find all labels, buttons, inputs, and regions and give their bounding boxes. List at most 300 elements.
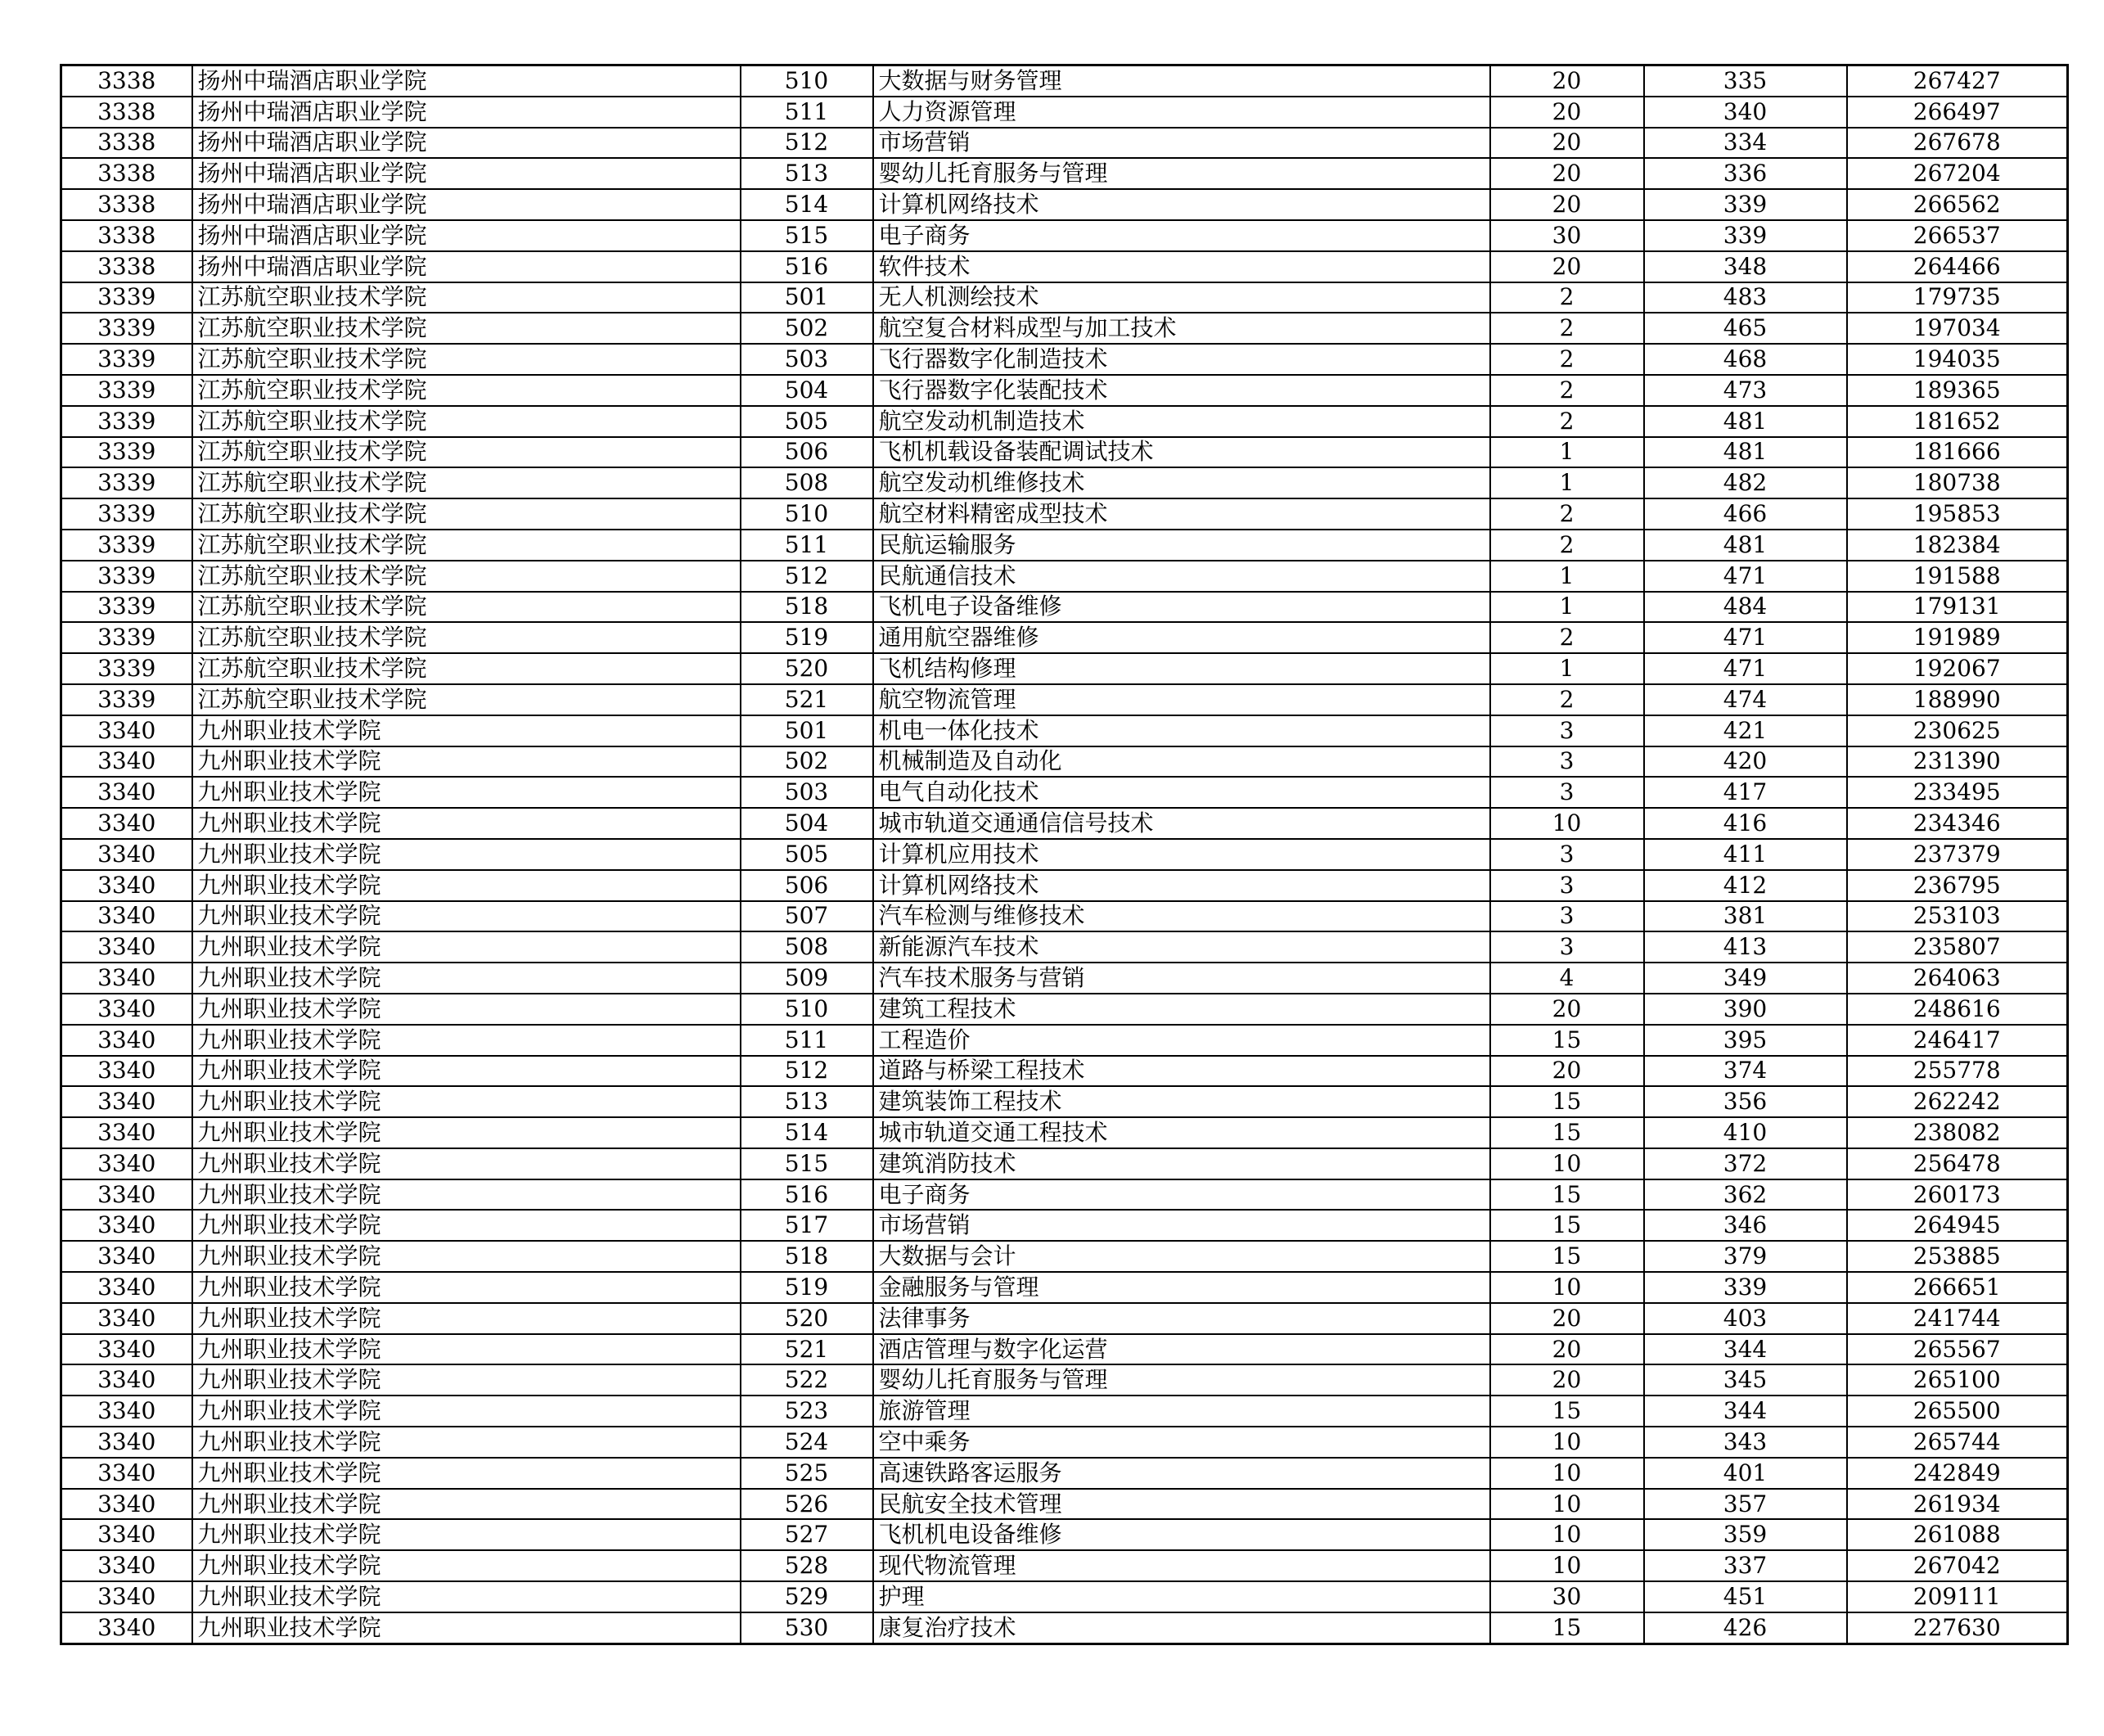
- plan-count-cell: 20: [1490, 1334, 1644, 1365]
- plan-count-cell: 2: [1490, 406, 1644, 437]
- school-name-cell: 九州职业技术学院: [192, 1117, 741, 1148]
- major-name-cell: 人力资源管理: [873, 97, 1490, 128]
- school-name-cell: 九州职业技术学院: [192, 1427, 741, 1458]
- min-rank-cell: 191989: [1847, 622, 2068, 653]
- major-code-cell: 504: [741, 375, 873, 406]
- school-name-cell: 江苏航空职业技术学院: [192, 684, 741, 715]
- plan-count-cell: 3: [1490, 746, 1644, 778]
- plan-count-cell: 3: [1490, 931, 1644, 963]
- major-name-cell: 飞机电子设备维修: [873, 592, 1490, 623]
- school-code-cell: 3340: [61, 931, 192, 963]
- major-name-cell: 工程造价: [873, 1025, 1490, 1056]
- min-rank-cell: 181652: [1847, 406, 2068, 437]
- min-score-cell: 345: [1644, 1364, 1847, 1396]
- min-rank-cell: 231390: [1847, 746, 2068, 778]
- major-name-cell: 空中乘务: [873, 1427, 1490, 1458]
- major-name-cell: 计算机网络技术: [873, 189, 1490, 220]
- school-code-cell: 3339: [61, 282, 192, 313]
- min-score-cell: 403: [1644, 1303, 1847, 1334]
- school-code-cell: 3338: [61, 220, 192, 251]
- plan-count-cell: 2: [1490, 498, 1644, 530]
- table-row: [61, 1241, 2068, 1272]
- min-score-cell: 465: [1644, 313, 1847, 344]
- plan-count-cell: 3: [1490, 839, 1644, 870]
- major-name-cell: 康复治疗技术: [873, 1612, 1490, 1644]
- table-row: [61, 1581, 2068, 1612]
- major-code-cell: 520: [741, 653, 873, 684]
- plan-count-cell: 2: [1490, 375, 1644, 406]
- table-row: [61, 931, 2068, 963]
- min-rank-cell: 266562: [1847, 189, 2068, 220]
- major-name-cell: 飞行器数字化制造技术: [873, 344, 1490, 375]
- major-name-cell: 建筑消防技术: [873, 1148, 1490, 1179]
- school-code-cell: 3339: [61, 684, 192, 715]
- table-row: [61, 220, 2068, 251]
- min-rank-cell: 264945: [1847, 1210, 2068, 1241]
- plan-count-cell: 1: [1490, 437, 1644, 468]
- school-name-cell: 九州职业技术学院: [192, 1612, 741, 1644]
- min-score-cell: 468: [1644, 344, 1847, 375]
- min-score-cell: 482: [1644, 467, 1847, 498]
- major-code-cell: 511: [741, 97, 873, 128]
- min-score-cell: 426: [1644, 1612, 1847, 1644]
- table-row: [61, 251, 2068, 282]
- major-name-cell: 计算机网络技术: [873, 870, 1490, 901]
- min-score-cell: 356: [1644, 1086, 1847, 1117]
- table-row: [61, 530, 2068, 561]
- major-code-cell: 502: [741, 313, 873, 344]
- school-code-cell: 3340: [61, 1272, 192, 1303]
- major-name-cell: 民航安全技术管理: [873, 1489, 1490, 1520]
- min-rank-cell: 241744: [1847, 1303, 2068, 1334]
- school-name-cell: 江苏航空职业技术学院: [192, 498, 741, 530]
- plan-count-cell: 30: [1490, 1581, 1644, 1612]
- plan-count-cell: 20: [1490, 1364, 1644, 1396]
- school-name-cell: 九州职业技术学院: [192, 994, 741, 1025]
- major-code-cell: 515: [741, 1148, 873, 1179]
- table-row: [61, 1612, 2068, 1644]
- min-score-cell: 344: [1644, 1396, 1847, 1427]
- major-code-cell: 518: [741, 592, 873, 623]
- table-row: [61, 561, 2068, 592]
- min-score-cell: 413: [1644, 931, 1847, 963]
- min-rank-cell: 248616: [1847, 994, 2068, 1025]
- school-name-cell: 九州职业技术学院: [192, 1303, 741, 1334]
- major-name-cell: 高速铁路客运服务: [873, 1458, 1490, 1489]
- major-code-cell: 529: [741, 1581, 873, 1612]
- school-code-cell: 3340: [61, 1303, 192, 1334]
- major-name-cell: 电气自动化技术: [873, 777, 1490, 808]
- major-code-cell: 515: [741, 220, 873, 251]
- min-rank-cell: 194035: [1847, 344, 2068, 375]
- major-name-cell: 护理: [873, 1581, 1490, 1612]
- plan-count-cell: 4: [1490, 963, 1644, 994]
- major-code-cell: 506: [741, 870, 873, 901]
- major-name-cell: 大数据与会计: [873, 1241, 1490, 1272]
- table-row: [61, 746, 2068, 778]
- major-code-cell: 525: [741, 1458, 873, 1489]
- min-rank-cell: 246417: [1847, 1025, 2068, 1056]
- school-name-cell: 扬州中瑞酒店职业学院: [192, 65, 741, 97]
- major-code-cell: 501: [741, 282, 873, 313]
- plan-count-cell: 15: [1490, 1241, 1644, 1272]
- school-name-cell: 九州职业技术学院: [192, 963, 741, 994]
- school-code-cell: 3340: [61, 1056, 192, 1087]
- min-rank-cell: 262242: [1847, 1086, 2068, 1117]
- plan-count-cell: 1: [1490, 467, 1644, 498]
- school-name-cell: 九州职业技术学院: [192, 1550, 741, 1581]
- major-name-cell: 城市轨道交通工程技术: [873, 1117, 1490, 1148]
- school-code-cell: 3340: [61, 715, 192, 746]
- plan-count-cell: 3: [1490, 715, 1644, 746]
- table-row: [61, 592, 2068, 623]
- plan-count-cell: 2: [1490, 530, 1644, 561]
- table-row: [61, 715, 2068, 746]
- plan-count-cell: 1: [1490, 653, 1644, 684]
- plan-count-cell: 2: [1490, 344, 1644, 375]
- plan-count-cell: 10: [1490, 1458, 1644, 1489]
- school-name-cell: 九州职业技术学院: [192, 1272, 741, 1303]
- school-code-cell: 3340: [61, 839, 192, 870]
- admission-score-table: [60, 64, 2069, 1645]
- school-name-cell: 九州职业技术学院: [192, 746, 741, 778]
- major-code-cell: 519: [741, 1272, 873, 1303]
- min-score-cell: 473: [1644, 375, 1847, 406]
- min-rank-cell: 266497: [1847, 97, 2068, 128]
- plan-count-cell: 2: [1490, 313, 1644, 344]
- min-score-cell: 484: [1644, 592, 1847, 623]
- min-score-cell: 401: [1644, 1458, 1847, 1489]
- major-name-cell: 市场营销: [873, 128, 1490, 159]
- school-code-cell: 3340: [61, 1179, 192, 1211]
- min-score-cell: 335: [1644, 65, 1847, 97]
- major-code-cell: 520: [741, 1303, 873, 1334]
- school-name-cell: 扬州中瑞酒店职业学院: [192, 128, 741, 159]
- major-name-cell: 民航通信技术: [873, 561, 1490, 592]
- min-score-cell: 483: [1644, 282, 1847, 313]
- major-code-cell: 516: [741, 251, 873, 282]
- min-score-cell: 362: [1644, 1179, 1847, 1211]
- min-score-cell: 339: [1644, 220, 1847, 251]
- plan-count-cell: 3: [1490, 870, 1644, 901]
- major-name-cell: 现代物流管理: [873, 1550, 1490, 1581]
- min-rank-cell: 267427: [1847, 65, 2068, 97]
- min-score-cell: 348: [1644, 251, 1847, 282]
- school-name-cell: 江苏航空职业技术学院: [192, 561, 741, 592]
- school-code-cell: 3340: [61, 1581, 192, 1612]
- plan-count-cell: 2: [1490, 622, 1644, 653]
- school-code-cell: 3340: [61, 1148, 192, 1179]
- major-code-cell: 506: [741, 437, 873, 468]
- table-row: [61, 498, 2068, 530]
- major-name-cell: 机电一体化技术: [873, 715, 1490, 746]
- school-name-cell: 江苏航空职业技术学院: [192, 344, 741, 375]
- major-name-cell: 汽车技术服务与营销: [873, 963, 1490, 994]
- school-name-cell: 九州职业技术学院: [192, 715, 741, 746]
- school-code-cell: 3339: [61, 344, 192, 375]
- major-code-cell: 530: [741, 1612, 873, 1644]
- min-score-cell: 343: [1644, 1427, 1847, 1458]
- major-code-cell: 507: [741, 901, 873, 932]
- table-row: [61, 128, 2068, 159]
- major-name-cell: 电子商务: [873, 220, 1490, 251]
- table-row: [61, 467, 2068, 498]
- min-rank-cell: 238082: [1847, 1117, 2068, 1148]
- school-code-cell: 3338: [61, 158, 192, 189]
- min-rank-cell: 253103: [1847, 901, 2068, 932]
- school-code-cell: 3340: [61, 870, 192, 901]
- school-name-cell: 九州职业技术学院: [192, 1056, 741, 1087]
- min-score-cell: 471: [1644, 561, 1847, 592]
- school-code-cell: 3340: [61, 1025, 192, 1056]
- school-code-cell: 3339: [61, 437, 192, 468]
- school-name-cell: 九州职业技术学院: [192, 1364, 741, 1396]
- school-code-cell: 3340: [61, 1396, 192, 1427]
- table-row: [61, 653, 2068, 684]
- major-name-cell: 金融服务与管理: [873, 1272, 1490, 1303]
- school-code-cell: 3340: [61, 1612, 192, 1644]
- school-code-cell: 3339: [61, 406, 192, 437]
- major-name-cell: 通用航空器维修: [873, 622, 1490, 653]
- plan-count-cell: 15: [1490, 1025, 1644, 1056]
- school-code-cell: 3339: [61, 375, 192, 406]
- major-code-cell: 505: [741, 839, 873, 870]
- school-code-cell: 3340: [61, 901, 192, 932]
- major-code-cell: 519: [741, 622, 873, 653]
- plan-count-cell: 15: [1490, 1612, 1644, 1644]
- min-rank-cell: 267204: [1847, 158, 2068, 189]
- min-rank-cell: 267678: [1847, 128, 2068, 159]
- min-score-cell: 474: [1644, 684, 1847, 715]
- min-score-cell: 481: [1644, 437, 1847, 468]
- major-name-cell: 新能源汽车技术: [873, 931, 1490, 963]
- school-name-cell: 江苏航空职业技术学院: [192, 375, 741, 406]
- plan-count-cell: 2: [1490, 684, 1644, 715]
- min-rank-cell: 260173: [1847, 1179, 2068, 1211]
- min-rank-cell: 266651: [1847, 1272, 2068, 1303]
- school-code-cell: 3340: [61, 808, 192, 839]
- major-name-cell: 飞机结构修理: [873, 653, 1490, 684]
- table-row: [61, 777, 2068, 808]
- table-row: [61, 1396, 2068, 1427]
- school-name-cell: 江苏航空职业技术学院: [192, 282, 741, 313]
- school-name-cell: 九州职业技术学院: [192, 839, 741, 870]
- major-code-cell: 509: [741, 963, 873, 994]
- min-score-cell: 481: [1644, 406, 1847, 437]
- major-code-cell: 508: [741, 467, 873, 498]
- min-score-cell: 471: [1644, 653, 1847, 684]
- min-rank-cell: 265744: [1847, 1427, 2068, 1458]
- school-code-cell: 3340: [61, 1334, 192, 1365]
- major-name-cell: 无人机测绘技术: [873, 282, 1490, 313]
- min-rank-cell: 192067: [1847, 653, 2068, 684]
- school-code-cell: 3339: [61, 653, 192, 684]
- major-code-cell: 503: [741, 344, 873, 375]
- min-score-cell: 451: [1644, 1581, 1847, 1612]
- table-row: [61, 1272, 2068, 1303]
- school-name-cell: 江苏航空职业技术学院: [192, 653, 741, 684]
- school-code-cell: 3338: [61, 128, 192, 159]
- plan-count-cell: 20: [1490, 128, 1644, 159]
- major-name-cell: 建筑装饰工程技术: [873, 1086, 1490, 1117]
- min-score-cell: 349: [1644, 963, 1847, 994]
- school-code-cell: 3338: [61, 251, 192, 282]
- school-name-cell: 九州职业技术学院: [192, 808, 741, 839]
- major-code-cell: 528: [741, 1550, 873, 1581]
- school-name-cell: 江苏航空职业技术学院: [192, 313, 741, 344]
- major-code-cell: 518: [741, 1241, 873, 1272]
- table-row: [61, 963, 2068, 994]
- min-rank-cell: 209111: [1847, 1581, 2068, 1612]
- major-name-cell: 市场营销: [873, 1210, 1490, 1241]
- major-code-cell: 503: [741, 777, 873, 808]
- school-name-cell: 九州职业技术学院: [192, 1179, 741, 1211]
- table-row: [61, 189, 2068, 220]
- min-rank-cell: 189365: [1847, 375, 2068, 406]
- school-code-cell: 3340: [61, 1458, 192, 1489]
- table-row: [61, 901, 2068, 932]
- plan-count-cell: 2: [1490, 282, 1644, 313]
- major-name-cell: 民航运输服务: [873, 530, 1490, 561]
- school-name-cell: 扬州中瑞酒店职业学院: [192, 251, 741, 282]
- major-name-cell: 计算机应用技术: [873, 839, 1490, 870]
- major-name-cell: 法律事务: [873, 1303, 1490, 1334]
- major-name-cell: 汽车检测与维修技术: [873, 901, 1490, 932]
- min-score-cell: 481: [1644, 530, 1847, 561]
- min-score-cell: 466: [1644, 498, 1847, 530]
- school-name-cell: 九州职业技术学院: [192, 931, 741, 963]
- school-code-cell: 3339: [61, 592, 192, 623]
- major-code-cell: 521: [741, 684, 873, 715]
- min-score-cell: 379: [1644, 1241, 1847, 1272]
- school-name-cell: 九州职业技术学院: [192, 1458, 741, 1489]
- min-rank-cell: 261088: [1847, 1519, 2068, 1550]
- min-score-cell: 339: [1644, 1272, 1847, 1303]
- min-score-cell: 417: [1644, 777, 1847, 808]
- major-code-cell: 501: [741, 715, 873, 746]
- min-score-cell: 420: [1644, 746, 1847, 778]
- min-rank-cell: 266537: [1847, 220, 2068, 251]
- major-name-cell: 婴幼儿托育服务与管理: [873, 1364, 1490, 1396]
- plan-count-cell: 10: [1490, 808, 1644, 839]
- table-row: [61, 65, 2068, 97]
- school-name-cell: 扬州中瑞酒店职业学院: [192, 189, 741, 220]
- major-code-cell: 510: [741, 994, 873, 1025]
- min-score-cell: 471: [1644, 622, 1847, 653]
- major-code-cell: 512: [741, 561, 873, 592]
- major-name-cell: 航空发动机维修技术: [873, 467, 1490, 498]
- major-code-cell: 502: [741, 746, 873, 778]
- min-score-cell: 390: [1644, 994, 1847, 1025]
- major-name-cell: 航空材料精密成型技术: [873, 498, 1490, 530]
- major-code-cell: 512: [741, 128, 873, 159]
- table-row: [61, 344, 2068, 375]
- major-name-cell: 城市轨道交通通信信号技术: [873, 808, 1490, 839]
- plan-count-cell: 15: [1490, 1117, 1644, 1148]
- major-code-cell: 513: [741, 1086, 873, 1117]
- min-rank-cell: 264063: [1847, 963, 2068, 994]
- min-rank-cell: 179131: [1847, 592, 2068, 623]
- school-code-cell: 3340: [61, 1086, 192, 1117]
- table-row: [61, 1427, 2068, 1458]
- table-row: [61, 1056, 2068, 1087]
- major-code-cell: 505: [741, 406, 873, 437]
- plan-count-cell: 3: [1490, 901, 1644, 932]
- major-code-cell: 510: [741, 65, 873, 97]
- table-row: [61, 839, 2068, 870]
- min-rank-cell: 265500: [1847, 1396, 2068, 1427]
- plan-count-cell: 20: [1490, 1303, 1644, 1334]
- table-row: [61, 994, 2068, 1025]
- school-name-cell: 江苏航空职业技术学院: [192, 406, 741, 437]
- major-code-cell: 508: [741, 931, 873, 963]
- major-code-cell: 517: [741, 1210, 873, 1241]
- table-row: [61, 313, 2068, 344]
- table-row: [61, 158, 2068, 189]
- table-row: [61, 1458, 2068, 1489]
- school-name-cell: 江苏航空职业技术学院: [192, 592, 741, 623]
- min-score-cell: 381: [1644, 901, 1847, 932]
- major-code-cell: 504: [741, 808, 873, 839]
- major-code-cell: 512: [741, 1056, 873, 1087]
- school-name-cell: 九州职业技术学院: [192, 1025, 741, 1056]
- major-code-cell: 523: [741, 1396, 873, 1427]
- plan-count-cell: 15: [1490, 1396, 1644, 1427]
- school-name-cell: 九州职业技术学院: [192, 1396, 741, 1427]
- min-rank-cell: 265100: [1847, 1364, 2068, 1396]
- min-score-cell: 411: [1644, 839, 1847, 870]
- school-name-cell: 九州职业技术学院: [192, 901, 741, 932]
- school-code-cell: 3339: [61, 530, 192, 561]
- table-row: [61, 808, 2068, 839]
- major-code-cell: 514: [741, 189, 873, 220]
- school-code-cell: 3340: [61, 1550, 192, 1581]
- school-name-cell: 九州职业技术学院: [192, 777, 741, 808]
- school-code-cell: 3340: [61, 777, 192, 808]
- min-score-cell: 339: [1644, 189, 1847, 220]
- table-row: [61, 1303, 2068, 1334]
- school-code-cell: 3340: [61, 1489, 192, 1520]
- school-name-cell: 扬州中瑞酒店职业学院: [192, 158, 741, 189]
- major-name-cell: 软件技术: [873, 251, 1490, 282]
- school-code-cell: 3339: [61, 498, 192, 530]
- school-code-cell: 3339: [61, 622, 192, 653]
- min-score-cell: 357: [1644, 1489, 1847, 1520]
- min-rank-cell: 236795: [1847, 870, 2068, 901]
- school-name-cell: 九州职业技术学院: [192, 1489, 741, 1520]
- min-rank-cell: 230625: [1847, 715, 2068, 746]
- min-rank-cell: 191588: [1847, 561, 2068, 592]
- major-name-cell: 酒店管理与数字化运营: [873, 1334, 1490, 1365]
- major-code-cell: 511: [741, 530, 873, 561]
- major-name-cell: 航空复合材料成型与加工技术: [873, 313, 1490, 344]
- plan-count-cell: 20: [1490, 994, 1644, 1025]
- min-score-cell: 374: [1644, 1056, 1847, 1087]
- school-name-cell: 九州职业技术学院: [192, 1581, 741, 1612]
- plan-count-cell: 20: [1490, 97, 1644, 128]
- min-rank-cell: 234346: [1847, 808, 2068, 839]
- min-score-cell: 421: [1644, 715, 1847, 746]
- school-code-cell: 3339: [61, 467, 192, 498]
- min-rank-cell: 227630: [1847, 1612, 2068, 1644]
- major-name-cell: 婴幼儿托育服务与管理: [873, 158, 1490, 189]
- school-name-cell: 江苏航空职业技术学院: [192, 622, 741, 653]
- min-score-cell: 337: [1644, 1550, 1847, 1581]
- school-name-cell: 九州职业技术学院: [192, 1334, 741, 1365]
- major-code-cell: 516: [741, 1179, 873, 1211]
- plan-count-cell: 10: [1490, 1427, 1644, 1458]
- major-code-cell: 510: [741, 498, 873, 530]
